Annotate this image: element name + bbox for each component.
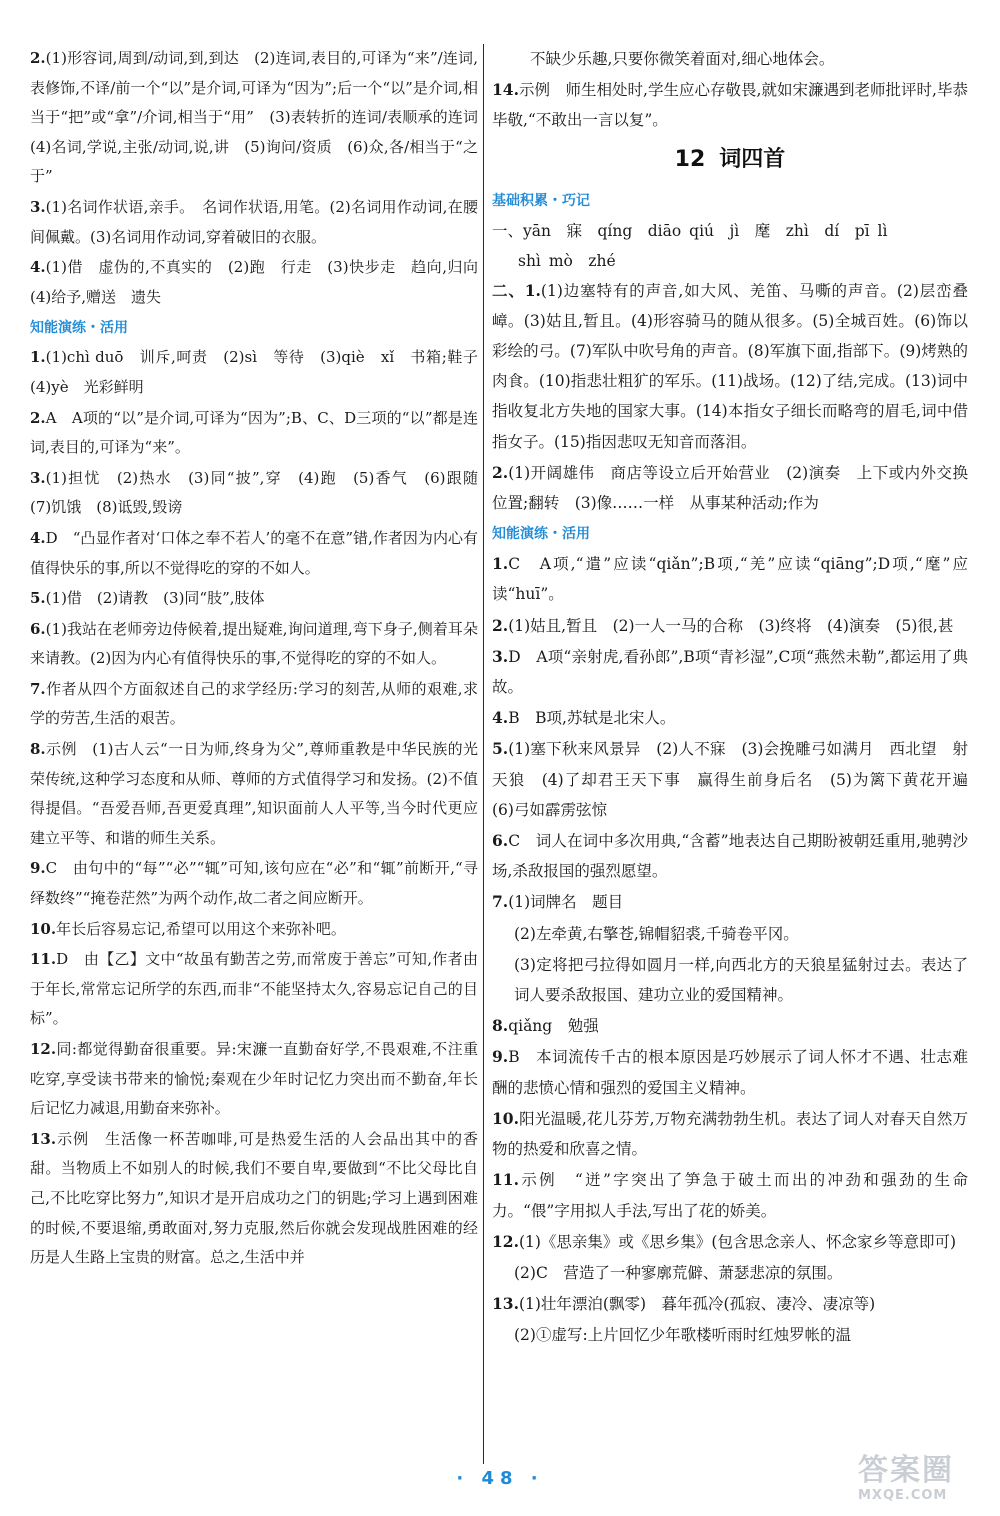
answer-item	[492, 549, 968, 609]
answer-text: (1)chì duō 训斥,呵责 (2)sì 等待 (3)qiè xǐ 书箱;鞋子 (4)yè 光彩鲜明	[30, 348, 494, 396]
answer-item	[30, 253, 494, 312]
answer-item	[30, 524, 478, 583]
answer-item	[30, 675, 478, 734]
answer-number: 二、1.	[492, 280, 541, 300]
answer-number: 3.	[30, 197, 46, 216]
answer-item	[492, 611, 968, 641]
answer-text: (1)塞下秋来风景异 (2)人不寐 (3)会挽雕弓如满月 西北望 射天狼 (4)了却君王天下事 赢得生前身后名 (5)为篱下黄花开遍 (6)弓如霹雳弦惊	[492, 740, 984, 819]
answer-item	[492, 1227, 968, 1257]
answer-text: D 由【乙】文中“故虽有勤苦之劳,而常废于善忘”可知,作者由于年长,常常忘记所学的东西,而非“不能坚持太久,容易忘记自己的目标”。	[30, 950, 478, 1028]
answer-text: 阳光温暖,花儿芬芳,万物充满勃勃生机。表达了词人对春天自然万物的热爱和欣喜之情。	[492, 1109, 968, 1159]
answer-text: 年长后容易忘记,希望可以用这个来弥补吧。	[56, 919, 346, 938]
answer-number: 2.	[492, 615, 509, 635]
answer-text: 示例 (1)古人云“一日为师,终身为父”,尊师重教是中华民族的光荣传统,这种学习态度和从师、尊师的方式值得学习和发扬。(2)不值得提倡。“吾爱吾师,吾更爱真理”,知识面前人人平等,当今时代更应建立平等、和谐的师生关系。	[30, 740, 478, 847]
answer-text: B B项,苏轼是北宋人。	[508, 709, 676, 728]
answer-number: 10.	[30, 919, 57, 938]
answer-item	[30, 915, 478, 945]
answer-text: qiǎng 勉强	[508, 1017, 599, 1036]
answer-item	[492, 458, 968, 518]
answer-text: (2)①虚写:上片回忆少年歌楼听雨时红烛罗帐的温	[514, 1326, 852, 1345]
answer-text: (1)我站在老师旁边侍候着,提出疑难,询问道理,弯下身子,侧着耳朵来请教。(2)因为内心有值得快乐的事,不觉得吃的穿的不如人。	[30, 619, 478, 668]
answer-number: 8.	[492, 1016, 509, 1036]
answer-text: (2)左牵黄,右擎苍,锦帽貂裘,千骑卷平冈。	[514, 924, 799, 943]
answer-item	[30, 193, 478, 252]
right-basics-answer-list	[492, 276, 968, 519]
answer-text: (1)名词作状语,亲手。 名词作状语,用笔。(2)名词用作动词,在腰间佩戴。(3)名词用作动词,穿着破旧的衣服。	[30, 197, 478, 246]
answer-number: 9.	[492, 1047, 509, 1067]
right-practice-answer-list	[492, 549, 984, 1350]
pinyin-line-1: 一、yān 寐 qíng diāo qiú jì 麾 zhì dí pī lì	[492, 221, 888, 240]
answer-number: 4.	[492, 708, 509, 728]
answer-number: 12.	[30, 1040, 57, 1058]
answer-number: 7.	[492, 892, 509, 912]
answer-item	[492, 919, 968, 949]
answer-text: C A项,“遣”应读“qiǎn”;B项,“羌”应读“qiāng”;D项,“麾”应读“huī”。	[492, 555, 968, 604]
answer-text: 示例 生活像一杯苦咖啡,可是热爱生活的人会品出其中的香甜。当物质上不如别人的时候,我们不要自卑,要做到“不比父母比自己,不比吃穿比努力”,知识才是开启成功之门的钥匙;学习上遇到困难的时候,不要退缩,勇敢面对,努力克服,然后你就会发现战胜困难的经历是人生路上宝贵的财富。总之,生活中并	[30, 1129, 478, 1267]
answer-text: D “凸显作者对‘口体之奉不若人’的毫不在意”错,作者因为内心有值得快乐的事,所以不觉得吃的穿的不如人。	[30, 528, 478, 577]
answer-text: (3)定将把弓拉得如圆月一样,向西北方的天狼星猛射过去。表达了词人要杀敌报国、建功立业的爱国精神。	[514, 955, 968, 1005]
answer-item	[492, 642, 968, 702]
answer-item	[30, 854, 478, 913]
answer-number: 13.	[30, 1129, 57, 1148]
answer-item	[30, 1125, 478, 1273]
answer-number: 1.	[30, 348, 46, 367]
answer-item	[30, 404, 478, 463]
answer-text: (1)借 虚伪的,不真实的 (2)跑 行走 (3)快步走 趋向,归向 (4)给予,赠送 遗失	[30, 258, 494, 306]
answer-text: (1)词牌名 题目	[508, 893, 624, 912]
answer-number: 6.	[30, 619, 46, 638]
answer-item	[492, 950, 968, 1010]
answer-item	[30, 1035, 478, 1124]
section-title-basics: 基础积累・巧记	[492, 192, 590, 209]
section-title-practice-left: 知能演练・活用	[30, 320, 128, 337]
answer-number: 6.	[492, 831, 509, 851]
answer-item-14	[492, 75, 968, 135]
answer-item	[492, 1289, 968, 1319]
page-number: · 48 ·	[456, 1468, 544, 1489]
column-divider	[483, 44, 484, 1464]
answer-text: D A项“亲射虎,看孙郎”,B项“青衫湿”,C项“燕然未勒”,都运用了典故。	[492, 647, 968, 697]
answer-item	[492, 1320, 968, 1350]
answer-item	[30, 584, 478, 614]
answer-text: (2)C 营造了一种寥廓荒僻、萧瑟悲凉的氛围。	[514, 1263, 843, 1282]
answer-item	[30, 464, 494, 523]
watermark-logo	[858, 1454, 988, 1510]
answer-text: (1)担忧 (2)热水 (3)同“披”,穿 (4)跑 (5)香气 (6)跟随 (7)饥饿 (8)诋毁,毁谤	[30, 468, 494, 517]
answer-number: 9.	[30, 859, 46, 878]
answer-text: (1)《思亲集》或《思乡集》(包含思念亲人、怀念家乡等意即可)	[518, 1232, 957, 1251]
answer-text: C 由句中的“每”“必”“辄”可知,该句应在“必”和“辄”前断开,“寻绎数终”“掩卷茫然”为两个动作,故二者之间应断开。	[30, 859, 478, 908]
answer-item	[492, 1165, 968, 1225]
answer-item	[30, 44, 494, 192]
answer-item	[30, 945, 478, 1034]
answer-number: 11.	[492, 1170, 519, 1190]
answer-item	[492, 1258, 968, 1288]
watermark-logo-text: 答案圈	[858, 1453, 954, 1488]
answer-number: 3.	[30, 468, 46, 487]
left-answer-list	[30, 44, 494, 312]
answer-item	[492, 1011, 968, 1041]
answer-item	[492, 703, 968, 733]
answer-number: 3.	[492, 646, 509, 666]
lesson-name: 词四首	[719, 146, 786, 172]
answer-text: 示例 “迸”字突出了笋急于破土而出的冲劲和强劲的生命力。“偎”字用拟人手法,写出了花的娇美。	[492, 1171, 968, 1220]
answer-text: (1)借 (2)请教 (3)同“肢”,肢体	[45, 589, 265, 608]
answer-item	[492, 734, 984, 825]
answer-item	[30, 615, 478, 674]
pinyin-line-2: shì mò zhé	[518, 251, 616, 270]
left-practice-answer-list	[30, 343, 494, 1272]
answer-text: 同:都觉得勤奋很重要。异:宋濂一直勤奋好学,不畏艰难,不注重吃穿,享受读书带来的愉悦;秦观在少年时记忆力突出而不勤奋,年长后记忆力减退,用勤奋来弥补。	[30, 1040, 478, 1118]
answer-text: C 词人在词中多次用典,“含蓄”地表达自己期盼被朝廷重用,驰骋沙场,杀敌报国的强烈愿望。	[492, 832, 968, 881]
answer-number: 4.	[30, 528, 46, 547]
answer-item	[492, 826, 968, 886]
answer-number: 4.	[30, 258, 46, 277]
answer-number: 5.	[30, 589, 46, 608]
answer-text: (1)姑且,暂且 (2)一人一马的合称 (3)终将 (4)演奏 (5)很,甚	[508, 616, 954, 635]
answer-number: 11.	[30, 950, 57, 969]
answer-text: 示例 师生相处时,学生应心存敬畏,就如宋濂遇到老师批评时,毕恭毕敬,“不敢出一言以复”。	[492, 81, 968, 130]
answer-number: 2.	[30, 49, 46, 67]
answer-item	[30, 735, 478, 853]
answer-text: (1)形容词,周到/动词,到,到达 (2)连词,表目的,可译为“来”/连词,表修饰,不译/前一个“以”是介词,可译为“因为”;后一个“以”是介词,相当于“把”或“拿”/介词,相当于“用” (3)表转折的连词/表顺承的连词 (4)名词,学说,主张/动词,说,讲 (5)询问/资质 (6)众,各/相当于“之于”	[30, 49, 494, 186]
answer-number: 14.	[492, 80, 519, 100]
answer-item	[492, 1104, 968, 1164]
answer-number: 2.	[492, 462, 509, 482]
lesson-title	[492, 140, 968, 180]
answer-number: 13.	[492, 1294, 519, 1314]
answer-text: (1)开阔雄伟 商店等设立后开始营业 (2)演奏 上下或内外交换位置;翻转 (3)像……一样 从事某种活动;作为	[492, 463, 968, 513]
answer-item	[492, 887, 968, 917]
answer-text: A A项的“以”是介词,可译为“因为”;B、C、D三项的“以”都是连词,表目的,可译为“来”。	[30, 408, 478, 457]
continuation-text: 不缺少乐趣,只要你微笑着面对,细心地体会。	[530, 50, 835, 68]
section-title-practice-right: 知能演练・活用	[492, 526, 590, 543]
right-column	[492, 44, 984, 1352]
answer-item	[492, 1042, 968, 1102]
answer-number: 10.	[492, 1108, 519, 1128]
answer-item	[30, 343, 494, 402]
answer-number: 1.	[492, 554, 509, 574]
lesson-number: 12	[674, 146, 706, 172]
answer-text: (1)边塞特有的声音,如大风、羌笛、马嘶的声音。(2)层峦叠嶂。(3)姑且,暂且。(4)形容骑马的随从很多。(5)全城百姓。(6)饰以彩绘的弓。(7)军队中吹号角的声音。(8)军旗下面,指部下。(9)烤熟的肉食。(10)指悲壮粗犷的军乐。(11)战场。(12)了结,完成。(13)词中指收复北方失地的国家大事。(14)本指女子细长而略弯的眉毛,词中借指女子。(15)指因悲叹无知音而落泪。	[492, 281, 968, 451]
answer-text: B 本词流传千古的根本原因是巧妙展示了词人怀才不遇、壮志难酬的悲愤心情和强烈的爱国主义精神。	[492, 1048, 968, 1097]
answer-item	[492, 276, 968, 457]
answer-text: 作者从四个方面叙述自己的求学经历:学习的刻苦,从师的艰难,求学的劳苦,生活的艰苦。	[30, 679, 478, 728]
answer-number: 12.	[492, 1231, 519, 1251]
answer-text: (1)壮年漂泊(飘零) 暮年孤冷(孤寂、凄冷、凄凉等)	[518, 1295, 876, 1314]
answer-number: 5.	[492, 739, 509, 759]
answer-number: 8.	[30, 740, 46, 759]
answer-number: 2.	[30, 408, 46, 427]
left-column	[30, 44, 494, 1274]
watermark-url: MXQE.COM	[858, 1488, 948, 1503]
answer-number: 7.	[30, 679, 46, 698]
